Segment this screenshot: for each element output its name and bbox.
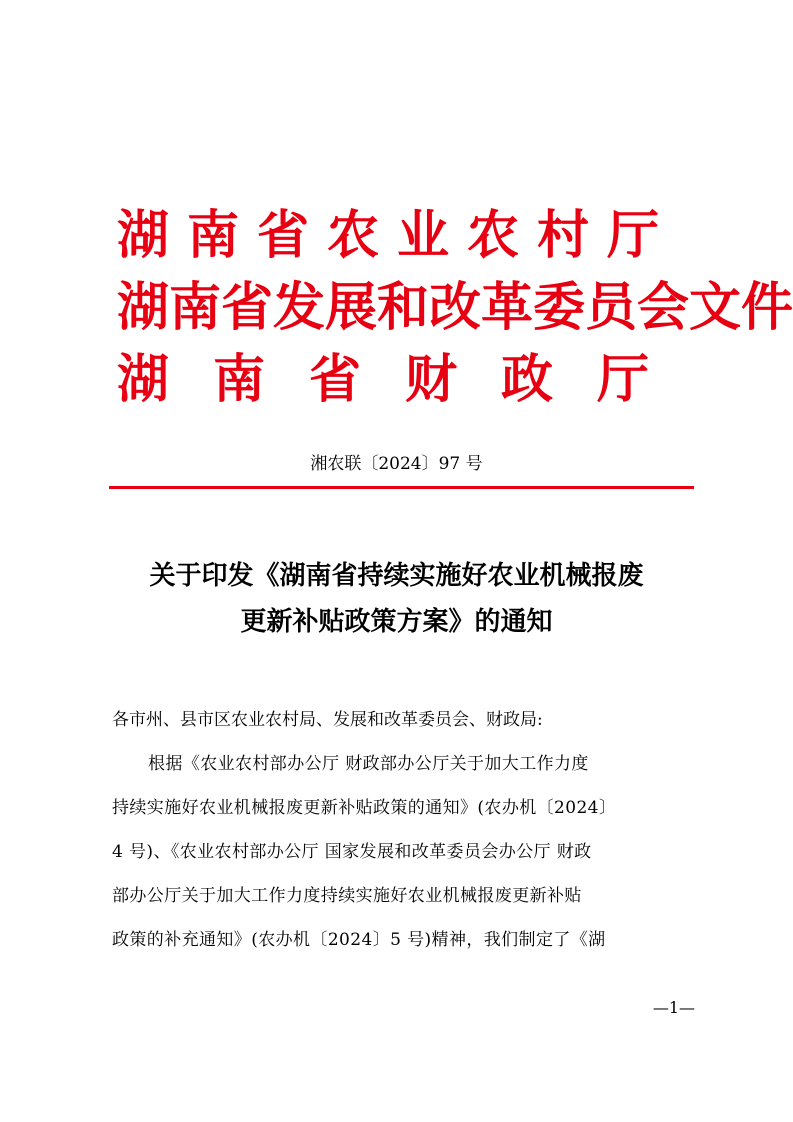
- issuer-line-agriculture: 湖南省农业农村厅: [117, 205, 678, 266]
- document-title-line-2: 更新补贴政策方案》的通知: [240, 607, 553, 637]
- body-line-5: 政策的补充通知》(农办机〔2024〕5 号)精神，我们制定了《湖: [112, 930, 606, 950]
- body-line-2: 持续实施好农业机械报废更新补贴政策的通知》(农办机〔2024〕: [112, 798, 617, 818]
- document-title-line-1: 关于印发《湖南省持续实施好农业机械报废: [149, 561, 644, 591]
- recipients-line: 各市州、县市区农业农村局、发展和改革委员会、财政局:: [112, 710, 543, 730]
- body-line-1: 根据《农业农村部办公厅 财政部办公厅关于加大工作力度: [148, 754, 589, 774]
- body-line-4: 部办公厅关于加大工作力度持续实施好农业机械报废更新补贴: [112, 886, 582, 906]
- document-number: 湘农联〔2024〕97 号: [310, 454, 483, 474]
- red-divider-line: [109, 486, 694, 489]
- page-number: —1—: [652, 998, 695, 1017]
- body-line-3: 4 号)、《农业农村部办公厅 国家发展和改革委员会办公厅 财政: [112, 842, 592, 862]
- issuer-line-finance: 湖南省财政厅: [117, 349, 694, 410]
- issuer-line-development-reform: 湖南省发展和改革委员会文件: [117, 277, 793, 338]
